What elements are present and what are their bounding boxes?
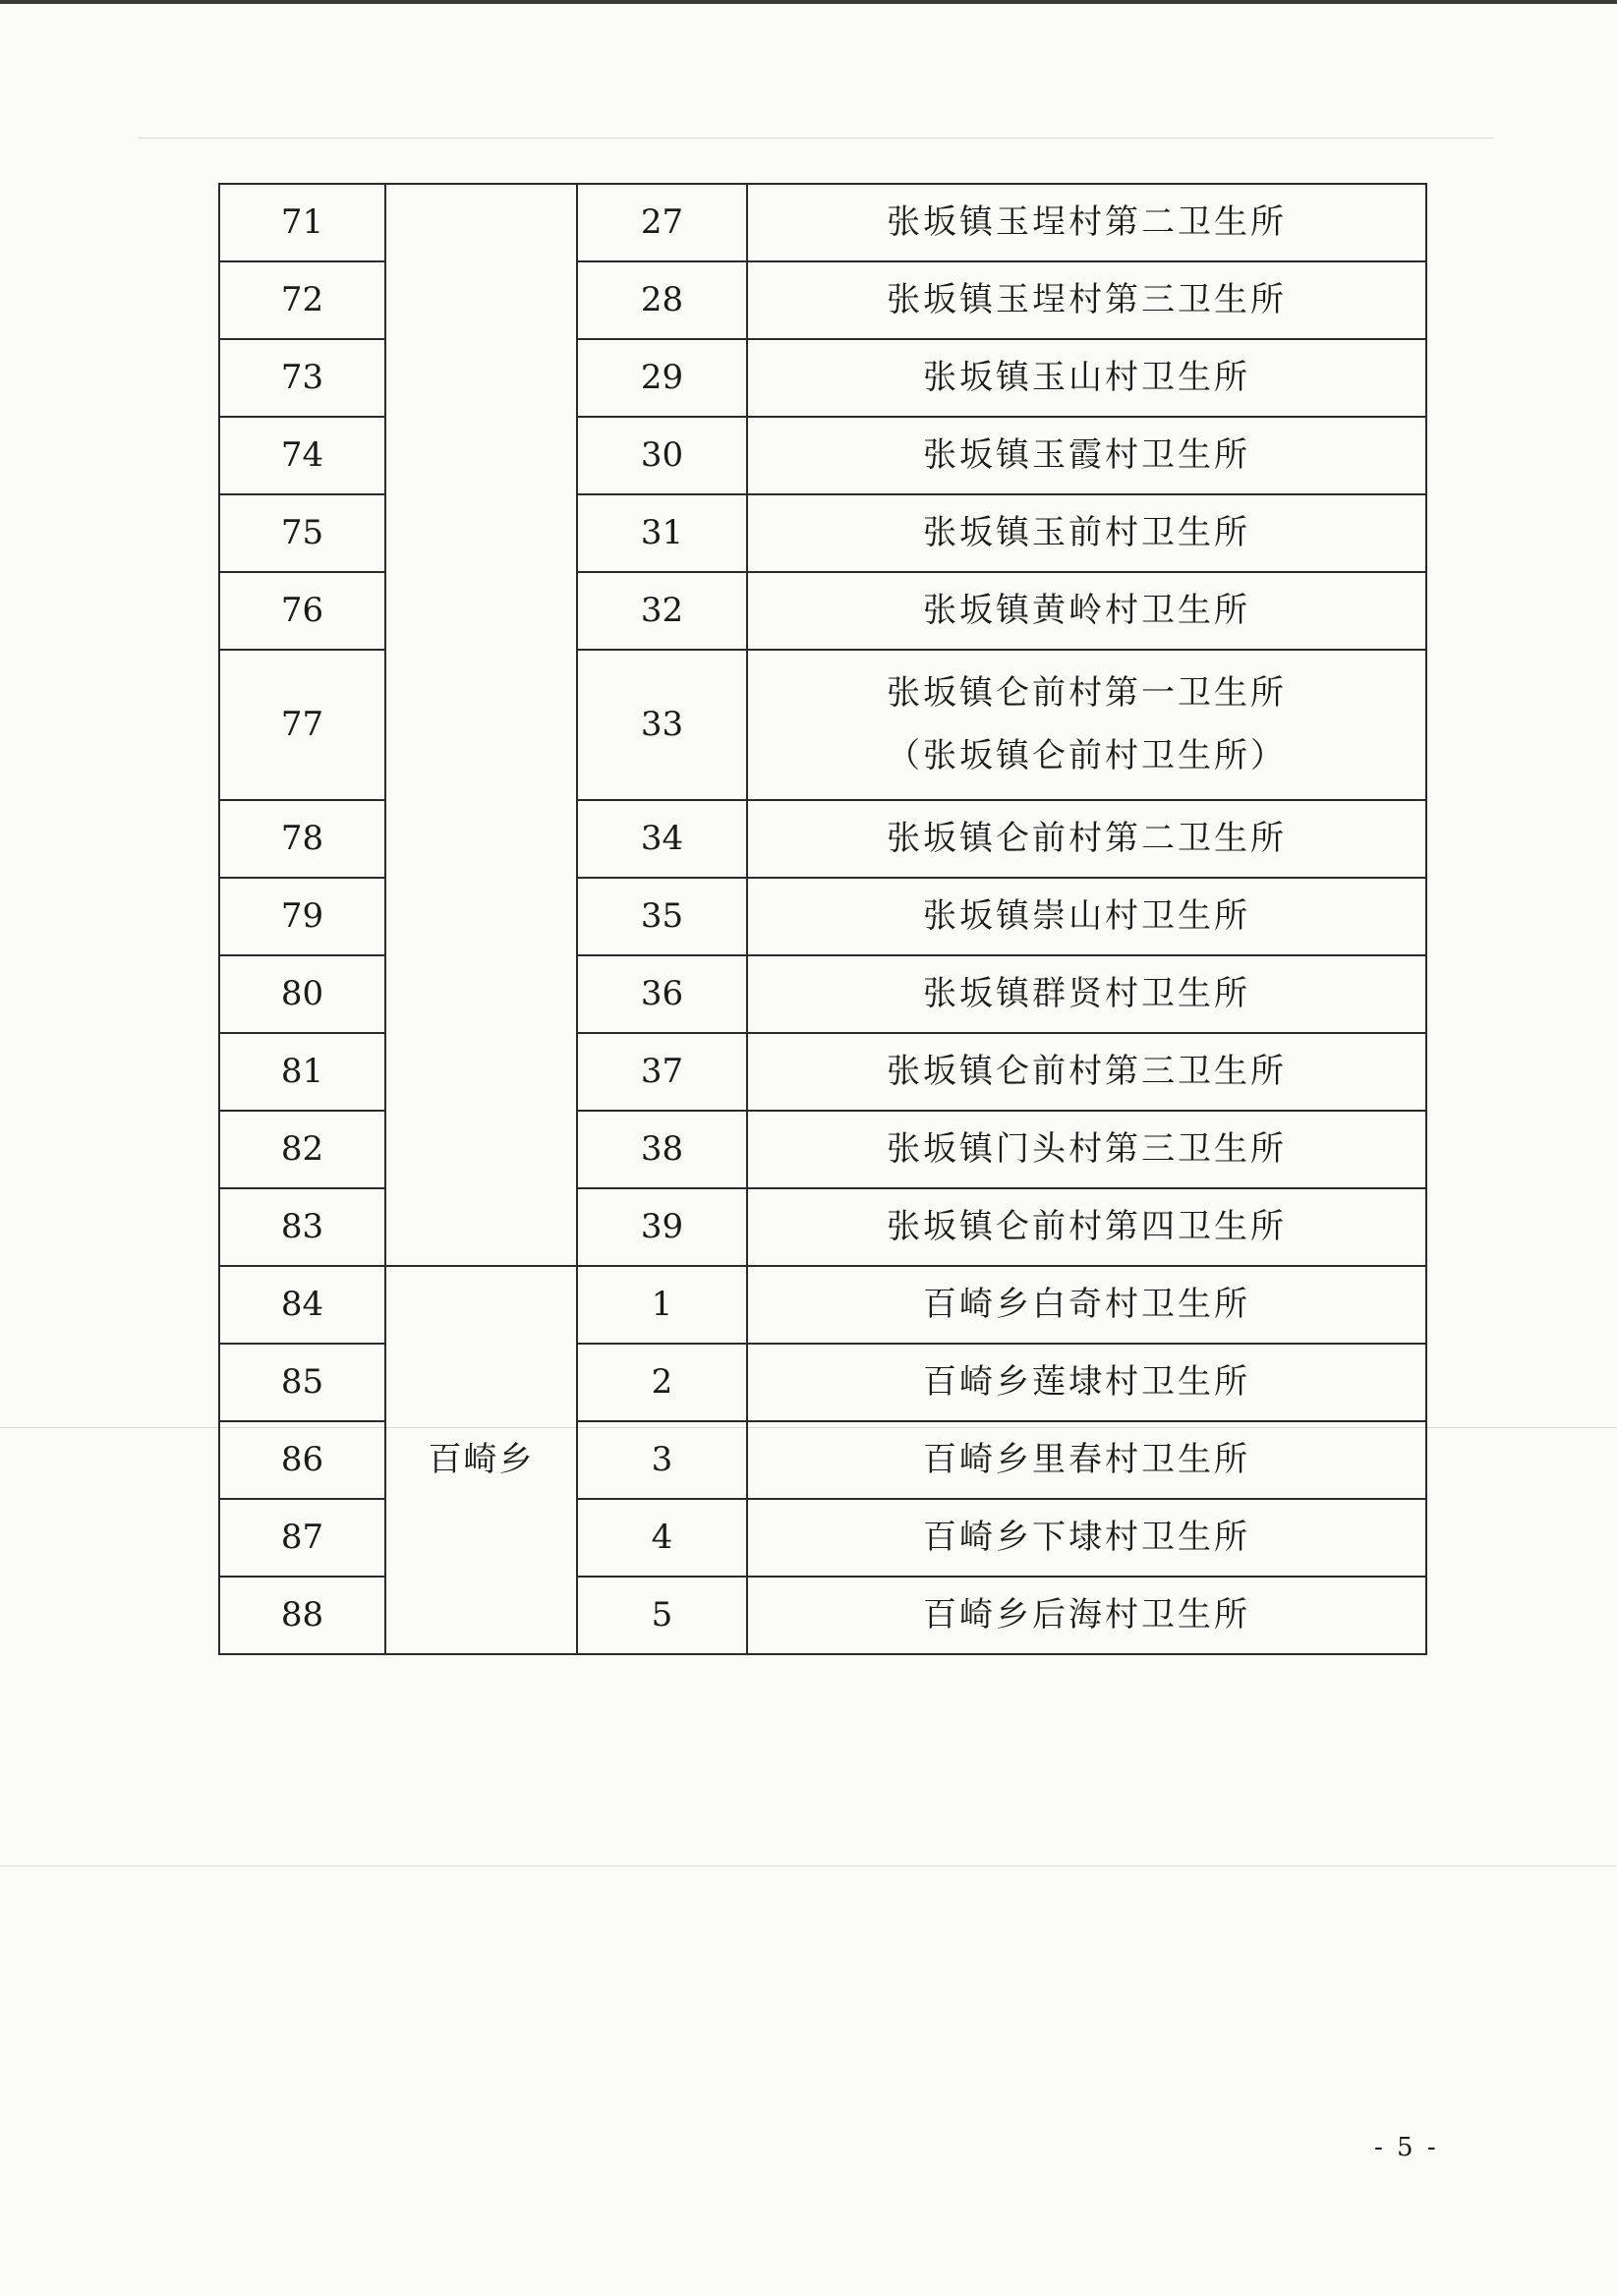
clinic-name: 张坂镇玉山村卫生所 xyxy=(747,339,1426,417)
row-number: 88 xyxy=(219,1577,385,1654)
township-sequence: 29 xyxy=(577,339,747,417)
row-number: 72 xyxy=(219,261,385,339)
township-sequence: 30 xyxy=(577,417,747,494)
township-sequence: 5 xyxy=(577,1577,747,1654)
row-number: 82 xyxy=(219,1111,385,1188)
row-number: 85 xyxy=(219,1344,385,1421)
township-cell xyxy=(385,184,577,1266)
clinic-name: 张坂镇玉霞村卫生所 xyxy=(747,417,1426,494)
township-sequence: 33 xyxy=(577,650,747,800)
page-number: - 5 - xyxy=(1374,2133,1439,2162)
township-cell: 百崎乡 xyxy=(385,1266,577,1654)
row-number: 86 xyxy=(219,1421,385,1499)
row-number: 71 xyxy=(219,184,385,261)
township-sequence: 4 xyxy=(577,1499,747,1577)
clinic-name: 张坂镇玉前村卫生所 xyxy=(747,494,1426,572)
row-number: 77 xyxy=(219,650,385,800)
township-sequence: 1 xyxy=(577,1266,747,1344)
clinic-name: 百崎乡白奇村卫生所 xyxy=(747,1266,1426,1344)
row-number: 78 xyxy=(219,800,385,878)
row-number: 83 xyxy=(219,1188,385,1266)
row-number: 84 xyxy=(219,1266,385,1344)
row-number: 75 xyxy=(219,494,385,572)
clinic-name: 张坂镇玉埕村第二卫生所 xyxy=(747,184,1426,261)
clinic-name: 百崎乡莲埭村卫生所 xyxy=(747,1344,1426,1421)
township-sequence: 31 xyxy=(577,494,747,572)
clinic-name: 张坂镇仑前村第二卫生所 xyxy=(747,800,1426,878)
row-number: 87 xyxy=(219,1499,385,1577)
township-sequence: 27 xyxy=(577,184,747,261)
township-sequence: 28 xyxy=(577,261,747,339)
township-sequence: 32 xyxy=(577,572,747,650)
row-number: 81 xyxy=(219,1033,385,1111)
clinic-name: 张坂镇崇山村卫生所 xyxy=(747,878,1426,955)
clinic-name: 百崎乡里春村卫生所 xyxy=(747,1421,1426,1499)
township-sequence: 39 xyxy=(577,1188,747,1266)
clinic-name: 张坂镇仑前村第三卫生所 xyxy=(747,1033,1426,1111)
clinic-name: 张坂镇玉埕村第三卫生所 xyxy=(747,261,1426,339)
scan-artifact-line xyxy=(138,138,1494,139)
table-row xyxy=(219,184,1426,261)
clinic-name: 张坂镇仑前村第一卫生所 xyxy=(887,673,1287,714)
clinic-alias: （张坂镇仑前村卫生所） xyxy=(887,735,1287,775)
table-row xyxy=(219,1266,1426,1344)
row-number: 73 xyxy=(219,339,385,417)
clinic-name: 张坂镇群贤村卫生所 xyxy=(747,955,1426,1033)
township-sequence: 34 xyxy=(577,800,747,878)
clinic-name: 百崎乡下埭村卫生所 xyxy=(747,1499,1426,1577)
township-sequence: 38 xyxy=(577,1111,747,1188)
row-number: 76 xyxy=(219,572,385,650)
clinic-name-two-line xyxy=(747,650,1426,800)
row-number: 80 xyxy=(219,955,385,1033)
clinic-name: 张坂镇门头村第三卫生所 xyxy=(747,1111,1426,1188)
clinic-name: 张坂镇仑前村第四卫生所 xyxy=(747,1188,1426,1266)
clinic-name: 张坂镇黄岭村卫生所 xyxy=(747,572,1426,650)
clinic-name: 百崎乡后海村卫生所 xyxy=(747,1577,1426,1654)
township-sequence: 37 xyxy=(577,1033,747,1111)
township-sequence: 2 xyxy=(577,1344,747,1421)
township-sequence: 3 xyxy=(577,1421,747,1499)
scan-top-edge xyxy=(0,0,1617,4)
township-sequence: 35 xyxy=(577,878,747,955)
row-number: 74 xyxy=(219,417,385,494)
clinic-list-table xyxy=(218,183,1427,1655)
township-sequence: 36 xyxy=(577,955,747,1033)
row-number: 79 xyxy=(219,878,385,955)
